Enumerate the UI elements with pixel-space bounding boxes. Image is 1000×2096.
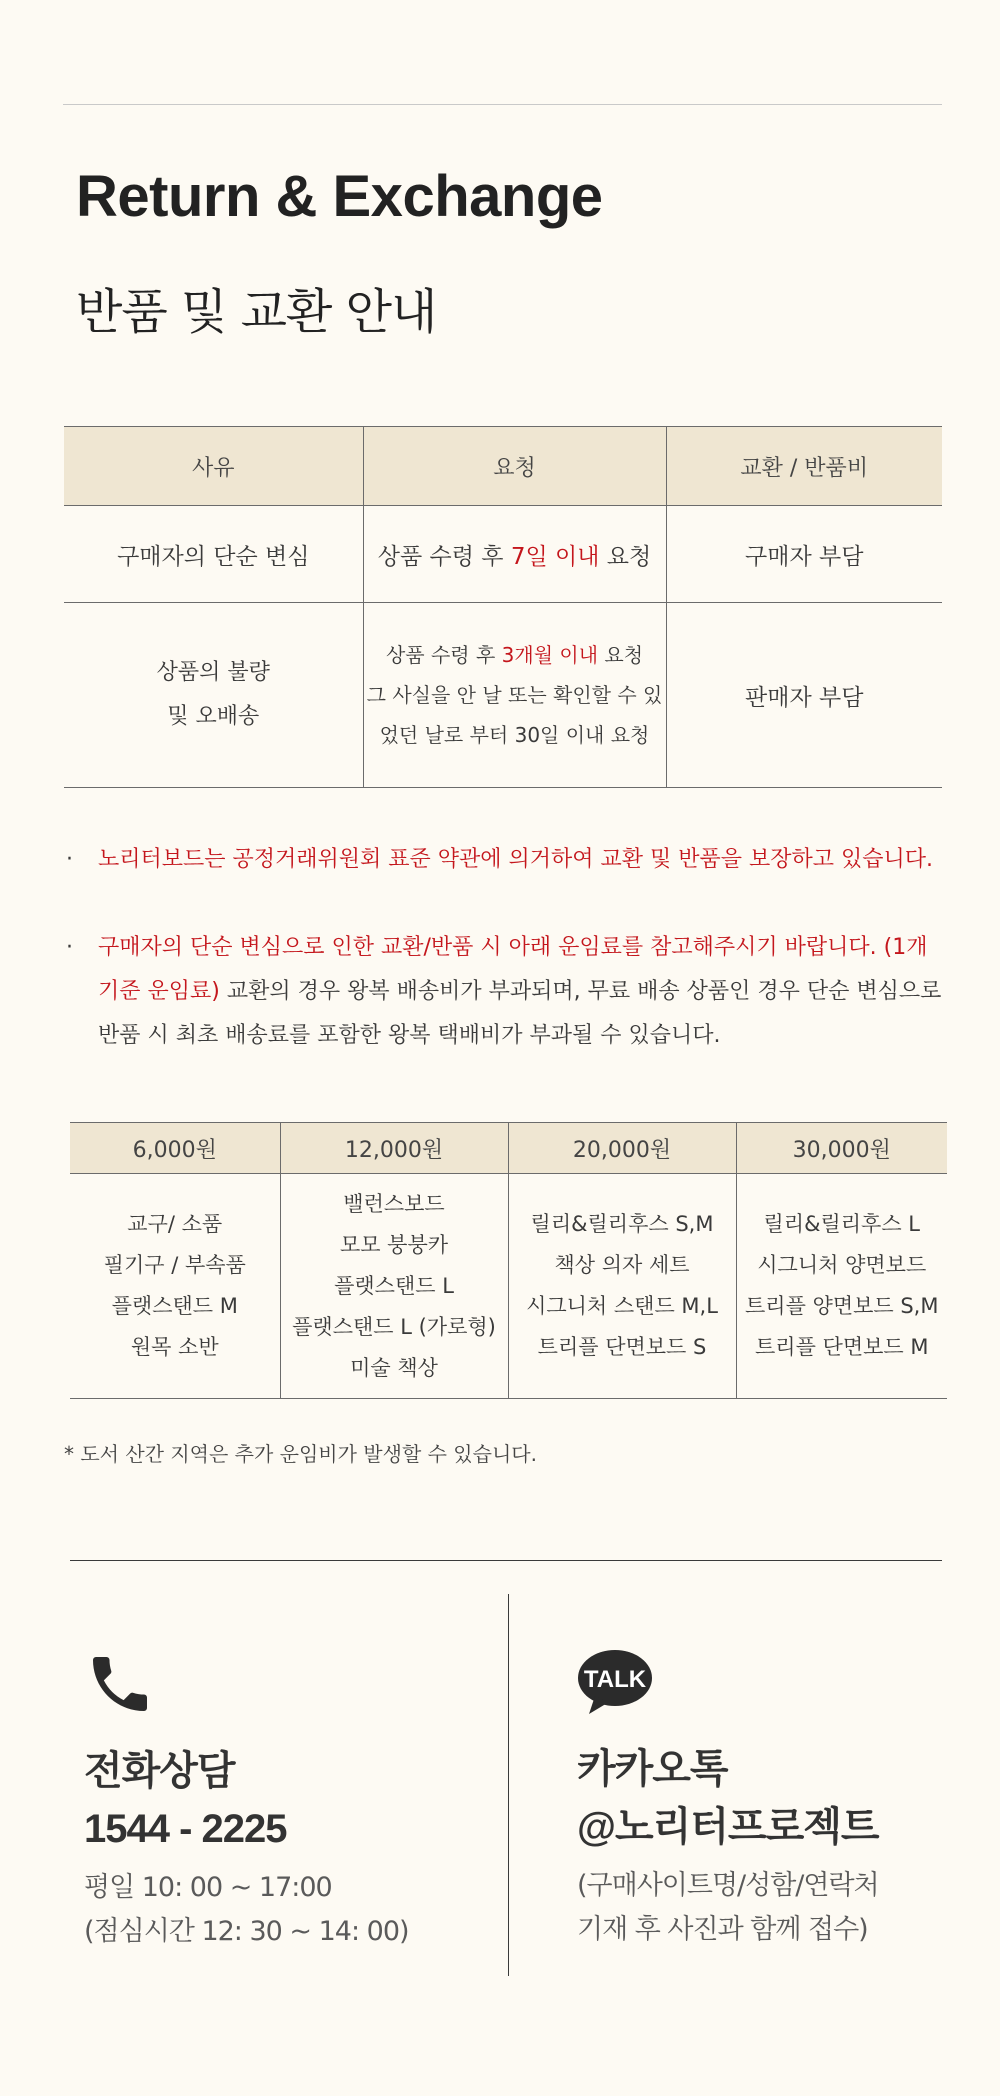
contact-divider xyxy=(70,1560,942,1561)
notice-item: · 구매자의 단순 변심으로 인한 교환/반품 시 아래 운임료를 참고해주시기 바랍니다. (1개 기준 운임료) 교환의 경우 왕복 배송비가 부과되며, 무료 배송 상품인 경우 단순 변심으로 반품 시 최초 배송료를 포함한 왕복 택배비가 부과될 수 있습니다. xyxy=(66,935,942,1048)
rate-20000: 20,000원 xyxy=(508,1123,736,1174)
kakao-instructions: (구매사이트명/성함/연락처 기재 후 사진과 함께 접수) xyxy=(577,1870,879,1945)
rate-header-row xyxy=(70,1123,947,1174)
kakao-consult xyxy=(577,1648,879,1952)
phone-hours: 평일 10: 00 ~ 17:00 (점심시간 12: 30 ~ 14: 00) xyxy=(84,1872,409,1947)
policy-row-defect xyxy=(64,603,942,788)
rate-6000: 6,000원 xyxy=(70,1123,280,1174)
kakao-talk-icon[interactable] xyxy=(577,1648,879,1722)
policy-row-change-of-mind xyxy=(64,506,942,603)
request-defect: 상품 수령 후 3개월 이내 요청 그 사실을 안 날 또는 확인할 수 있 었던 날로 부터 30일 이내 요청 xyxy=(363,603,666,788)
shipping-rate-table xyxy=(70,1122,947,1399)
header-reason: 사유 xyxy=(64,427,363,506)
phone-title: 전화상담 xyxy=(84,1749,235,1793)
deadline-7-days: 7일 이내 xyxy=(510,543,600,570)
rate-items-row xyxy=(70,1174,947,1399)
svg-text:TALK: TALK xyxy=(583,1666,647,1693)
reason-change-of-mind: 구매자의 단순 변심 xyxy=(64,506,363,603)
request-change-of-mind: 상품 수령 후 7일 이내 요청 xyxy=(363,506,666,603)
kakao-id[interactable]: @노리터프로젝트 xyxy=(577,1805,879,1849)
notice-item: · 노리터보드는 공정거래위원회 표준 약관에 의거하여 교환 및 반품을 보장하고 있습니다. xyxy=(66,847,934,872)
notice-list xyxy=(64,838,944,1058)
items-6000: 교구/ 소품 필기구 / 부속품 플랫스탠드 M 원목 소반 xyxy=(70,1174,280,1399)
items-30000: 릴리&릴리후스 L 시그니처 양면보드 트리플 양면보드 S,M 트리플 단면보드 M xyxy=(736,1174,947,1399)
page-title-korean: 반품 및 교환 안내 xyxy=(76,284,437,340)
items-20000: 릴리&릴리후스 S,M 책상 의자 세트 시그니처 스탠드 M,L 트리플 단면보드 S xyxy=(508,1174,736,1399)
fee-seller: 판매자 부담 xyxy=(666,603,942,788)
top-divider xyxy=(63,104,942,105)
header-fee: 교환 / 반품비 xyxy=(666,427,942,506)
remote-area-footnote: * 도서 산간 지역은 추가 운임비가 발생할 수 있습니다. xyxy=(64,1442,537,1466)
page-title-english: Return & Exchange xyxy=(76,164,603,229)
phone-consult xyxy=(84,1648,409,1954)
rate-12000: 12,000원 xyxy=(280,1123,508,1174)
deadline-3-months: 3개월 이내 xyxy=(501,643,599,667)
kakao-title: 카카오톡 xyxy=(577,1747,728,1791)
fee-buyer: 구매자 부담 xyxy=(666,506,942,603)
reason-defect: 상품의 불량 및 오배송 xyxy=(64,603,363,788)
rate-30000: 30,000원 xyxy=(736,1123,947,1174)
policy-header-row xyxy=(64,427,942,506)
return-policy-table xyxy=(64,426,942,788)
phone-icon xyxy=(84,1648,409,1724)
header-request: 요청 xyxy=(363,427,666,506)
phone-number[interactable]: 1544 - 2225 xyxy=(84,1807,287,1851)
contact-vertical-divider xyxy=(508,1594,509,1976)
items-12000: 밸런스보드 모모 붕붕카 플랫스탠드 L 플랫스탠드 L (가로형) 미술 책상 xyxy=(280,1174,508,1399)
